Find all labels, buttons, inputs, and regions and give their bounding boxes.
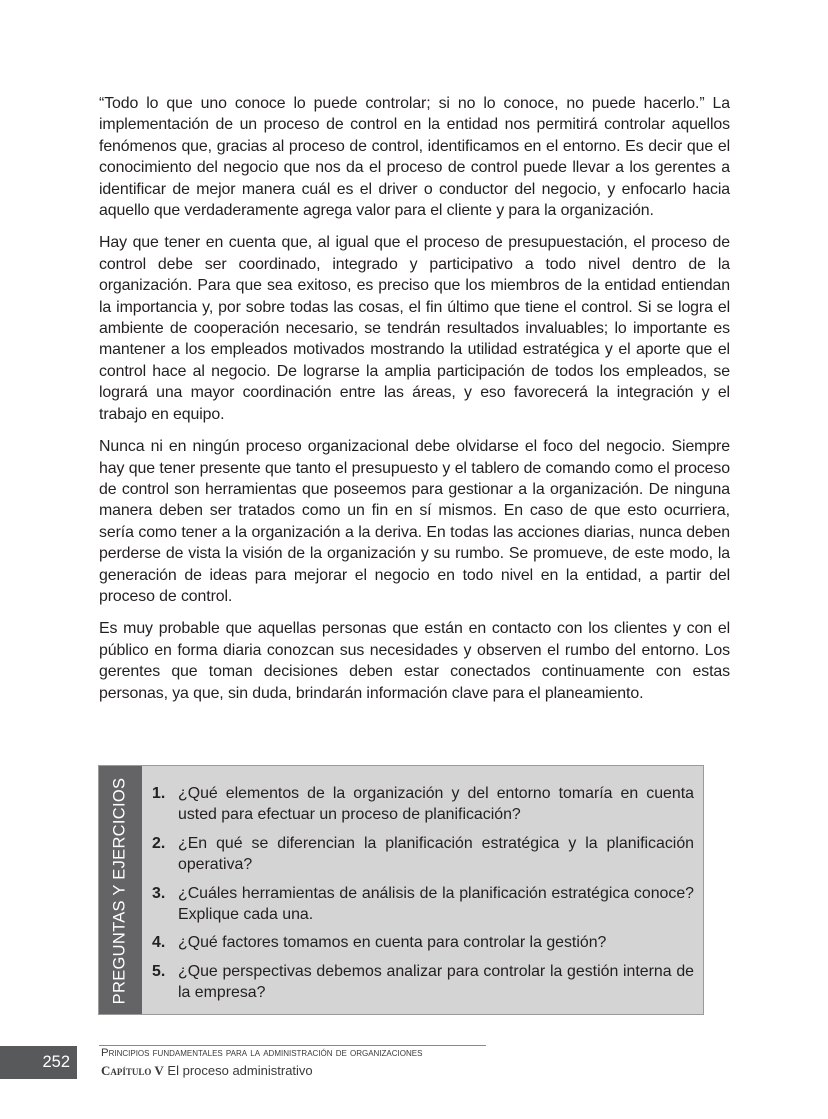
question-number: 2. (152, 834, 166, 852)
question-number: 5. (152, 962, 166, 980)
question-number: 1. (152, 785, 166, 802)
paragraph-4: Es muy probable que aquellas personas que están en contacto con los clientes y con el público en forma diaria conozcan sus necesidades y observen el rumbo del entorno. Los gerentes que toman decisiones deben estar conectados continuamente con estas personas, ya que, sin duda, brindarán información clave para el planeamiento. (99, 620, 730, 702)
question-item-1 (152, 783, 694, 826)
question-text: ¿Qué elementos de la organización y del entorno tomaría en cuenta usted para efectuar un proceso de planificación? (178, 785, 694, 824)
paragraph-3: Nunca ni en ningún proceso organizacional debe olvidarse el foco del negocio. Siempre hay que tener presente que tanto el presupuesto y el tablero de comando como el proceso de control son herramientas que poseemos para gestionar a la organización. De ninguna manera deben ser tratados como un fin en sí mismos. En caso de que esto ocurriera, sería como tener a la organización a la deriva. En todas las acciones diarias, nunca deben perderse de vista la visión de la organización y su rumbo. Se promueve, de este modo, la generación de ideas para mejorar el negocio en todo nivel en la entidad, a partir del proceso de control. (99, 438, 730, 605)
question-number: 4. (152, 934, 166, 952)
footer-chapter (101, 1063, 313, 1079)
footer-divider (99, 1045, 486, 1046)
question-text: ¿Qué factores tomamos en cuenta para controlar la gestión? (178, 934, 607, 952)
body-text (99, 93, 730, 715)
question-item-5 (152, 961, 694, 1004)
questions-side-bar (99, 766, 142, 1014)
question-item-3 (152, 883, 694, 926)
page-number-tab (0, 1046, 77, 1079)
question-item-4 (152, 932, 694, 953)
question-text: ¿Cuáles herramientas de análisis de la planificación estratégica conoce? Explique cada una. (178, 884, 694, 924)
footer-book-title: Principios fundamentales para la administración de organizaciones (101, 1047, 423, 1059)
question-number: 3. (152, 884, 166, 902)
paragraph-2: Hay que tener en cuenta que, al igual que el proceso de presupuestación, el proceso de control debe ser coordinado, integrado y participativo a todo nivel dentro de la organización. Para que sea exitoso, es preciso que los miembros de la entidad entiendan la importancia y, por sobre todas las cosas, el fin último que tiene el control. Si se logra el ambiente de cooperación necesario, se tendrán resultados invaluables; lo importante es mantener a los empleados motivados mostrando la utilidad estratégica y el aporte que el control hace al negocio. De lograrse la amplia participación de todos los empleados, se logrará una mayor coordinación entre las áreas, y eso favorecerá la integración y el trabajo en equipo. (99, 234, 730, 423)
question-item-2 (152, 833, 694, 876)
chapter-title: El proceso administrativo (167, 1063, 313, 1078)
chapter-prefix: Capítulo V (101, 1063, 164, 1078)
questions-list (152, 783, 694, 1011)
page-number: 252 (42, 1053, 70, 1071)
questions-box (98, 765, 704, 1015)
questions-side-label: PREGUNTAS Y EJERCICIOS (110, 777, 129, 1005)
paragraph-1: “Todo lo que uno conoce lo puede controlar; si no lo conoce, no puede hacerlo.” La implementación de un proceso de control en la entidad nos permitirá controlar aquellos fenómenos que, gracias al proceso de control, identificamos en el entorno. Es decir que el conocimiento del negocio que nos da el proceso de control puede llevar a los gerentes a identificar de mejor manera cuál es el driver o conductor del negocio, y enfocarlo hacia aquello que verdaderamente agrega valor para el cliente y para la organización. (99, 95, 730, 220)
question-text: ¿Que perspectivas debemos analizar para controlar la gestión interna de la empresa? (178, 962, 694, 1002)
question-text: ¿En qué se diferencian la planificación estratégica y la planificación operativa? (178, 834, 694, 874)
